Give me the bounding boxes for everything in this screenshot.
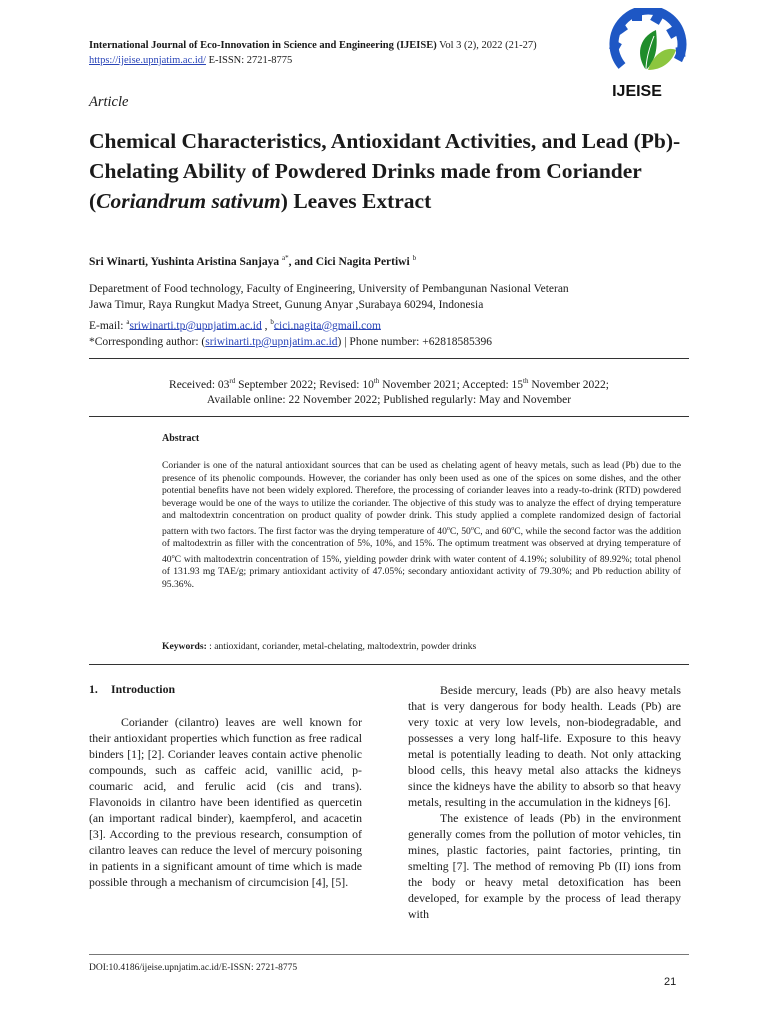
divider-dates (89, 416, 689, 417)
abstract-text: Coriander is one of the natural antioxidant sources that can be used as chelating agent of heavy metals, such as lead (Pb) due to the presence of its phenolic compounds. However, the coriander has only been used as one of the spices on some dishes, and the other potential benefits have not been widely explored. Therefore, the processing of coriander leaves into a ready-to-drink (RTD) powdered beverage would be one of the ways to utilize the coriander. The objective of this study was to analyze the effect of drying temperature and maltodextrin concentration on product quality of powder drink. This study applied a complete randomized design of factorial pattern with two factors. The first factor was the drying temperature of 40$^o$C, 50$^o$C, and 60$^o$C, while the second factor was the addition of maltodextrin as filler with the concentration of 5%, 10%, and 15%. The optimum treatment was observed at drying temperature of 40$^o$C with maltodextrin concentration of 15%, yielding powder drink with water content of 4.19%; solubility of 89.92%; total phenol of 131.93 mg TAE/g; primary antioxidant activity of 47.05%; secondary antioxidant activity of 79.30%; and Pb reduction ability of 95.36%. (162, 460, 682, 590)
article-title: Chemical Characteristics, Antioxidant Activities, and Lead (Pb)-Chelating Ability of Powdered Drinks made from Coriander (Coriandrum sativum) Leaves Extract (89, 129, 681, 213)
logo-text: IJEISE (612, 83, 662, 100)
affiliation-block (89, 281, 689, 350)
journal-volume: Vol 3 (2), 2022 (21-27) (436, 40, 537, 51)
email-link-2[interactable]: cici.nagita@gmail.com (273, 319, 381, 332)
section-heading-introduction: 1. Introduction (89, 682, 176, 696)
journal-url-link[interactable]: https://ijeise.upnjatim.ac.id/ (89, 55, 206, 66)
keywords: Keywords: : antioxidant, coriander, metal-chelating, maltodextrin, powder drinks (162, 641, 477, 652)
affiliation-line-1: Deparetment of Food technology, Faculty of Engineering, University of Pembangunan Nasional Veteran (89, 283, 569, 295)
journal-issn: E-ISSN: 2721-8775 (205, 55, 293, 66)
affiliation-line-2: Jawa Timur, Raya Rungkut Madya Street, Gunung Anyar ,Surabaya 60294, Indonesia (89, 299, 484, 312)
publication-dates: Received: 03rd September 2022; Revised: 10th November 2021; Accepted: 15th November 2022; Available online: 22 November 2022; Published regularly: May and November (169, 377, 609, 407)
journal-name: International Journal of Eco-Innovation in Science and Engineering (IJEISE) (89, 40, 437, 51)
paragraph: Coriander (cilantro) leaves are well known for their antioxidant properties which function as free radical binders [1]; [2]. Coriander leaves contain active phenolic compounds, such as caffeic acid, vanillic acid, p-coumaric acid, and ferulic acid (cis and trans). Flavonoids in cilantro have been identified as quercetin (an important radical binder), kaempferol, and acacetin [3]. According to the previous research, consumption of cilantro leaves can reduce the level of mercury poisoning in patients in a significant amount of time which is made possible through a mechanism of circumcision [4], [5]. (89, 715, 362, 889)
footer-divider (89, 954, 689, 955)
email-link-1[interactable]: sriwinarti.tp@upnjatim.ac.id (129, 319, 262, 332)
column-right (408, 682, 681, 922)
article-type-label: Article (89, 94, 129, 110)
abstract-heading: Abstract (162, 433, 200, 444)
divider-abstract (89, 664, 689, 665)
corresponding-author-line: *Corresponding author: (sriwinarti.tp@upnjatim.ac.id) | Phone number: +62818585396 (89, 335, 492, 348)
journal-header (89, 38, 537, 68)
footer-doi: DOI:10.4186/ijeise.upnjatim.ac.id/E-ISSN: 2721-8775 (89, 963, 298, 973)
paragraph: The existence of leads (Pb) in the environment generally comes from the pollution of motor vehicles, tin mines, plastic factories, paint factories, printing, tin smelting [7]. The method of removing Pb (II) ions from the body or heavy metal detoxification has been developed, for example by the process of lead therapy with (408, 811, 681, 921)
column-left (89, 714, 362, 890)
paragraph: Beside mercury, leads (Pb) are also heavy metals that is very dangerous for body health. Leads (Pb) are very toxic at very low levels, non-biodegradable, and possesses a very long half-life. Exposure to this heavy metal is potentially leading to death. Not only attacking blood cells, this heavy metal also attacks the kidneys since the kidneys have the ability to absorb so that heavy metals, resulting in the accumulation in the kidneys [6]. (408, 683, 681, 809)
species-name: Coriandrum sativum (96, 189, 281, 213)
page-number: 21 (664, 976, 677, 988)
author-list: Sri Winarti, Yushinta Aristina Sanjaya $^{a*}$, and Cici Nagita Pertiwi $^b$ (89, 254, 417, 268)
email-line: E-mail: $^a$sriwinarti.tp@upnjatim.ac.id , $^b$cici.nagita@gmail.com (89, 317, 381, 332)
corresponding-email-link[interactable]: sriwinarti.tp@upnjatim.ac.id (205, 335, 338, 348)
divider-top (89, 358, 689, 359)
ijeise-logo (582, 8, 692, 100)
